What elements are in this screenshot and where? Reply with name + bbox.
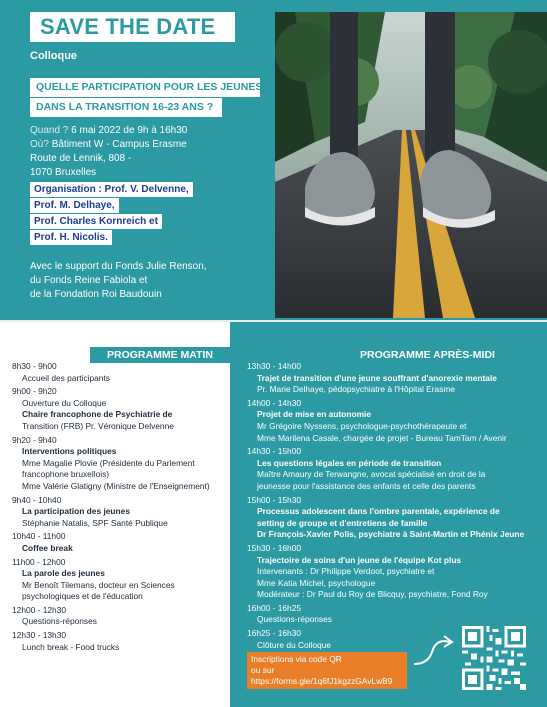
schedule-detail: jeunesse pour l'assistance des enfants et celle des parents (257, 480, 476, 491)
support-line: Avec le support du Fonds Julie Renson, (30, 261, 207, 272)
qr-code-icon[interactable] (462, 626, 526, 690)
schedule-item (247, 495, 542, 541)
road-sneakers-photo (275, 12, 547, 318)
event-title-line2: DANS LA TRANSITION 16-23 ANS ? (30, 98, 222, 117)
schedule-time: 15h00 - 15h30 (247, 494, 302, 505)
registration-link[interactable]: https://forms.gle/1q6fJ1kgzzGAvLwB9 (251, 676, 393, 686)
afternoon-schedule (247, 361, 542, 651)
schedule-time: 11h00 - 12h00 (12, 556, 66, 567)
schedule-detail: Mme Valérie Glatigny (Ministre de l'Enseignement) (22, 480, 210, 491)
schedule-item (12, 361, 226, 384)
schedule-detail: Questions-réponses (257, 614, 332, 625)
support-line: du Fonds Reine Fabiola et (30, 275, 148, 286)
schedule-time: 10h40 - 11h00 (12, 531, 66, 542)
schedule-detail: Ouverture du Colloque (22, 397, 107, 408)
organisation-line: Prof. M. Delhaye, (30, 198, 119, 213)
schedule-detail: Mme Katia Michel, psychologue (257, 577, 376, 588)
schedule-time: 16h00 - 16h25 (247, 602, 302, 613)
schedule-detail: Pr. Marie Delhaye, pédopsychiatre à l'Hôpital Erasme (257, 384, 456, 395)
schedule-item (12, 386, 226, 432)
schedule-time: 9h20 - 9h40 (12, 434, 57, 445)
address-line1: Route de Lennik, 808 - (30, 153, 132, 164)
schedule-detail: Mme Marilena Casale, chargée de projet - Bureau TamTam / Avenir (257, 432, 507, 443)
programme-matin-heading: PROGRAMME MATIN (90, 347, 230, 363)
address-line2: 1070 Bruxelles (30, 167, 97, 178)
schedule-detail: Intervenants : Dr Philippe Verdoot, psychiatre et (257, 566, 435, 577)
schedule-item (247, 603, 542, 626)
schedule-detail: Trajet de transition d'une jeune souffrant d'anorexie mentale (257, 372, 497, 383)
schedule-time: 12h30 - 13h30 (12, 630, 67, 641)
schedule-detail: psychologiques et de l'éducation (22, 591, 143, 602)
schedule-item (247, 446, 542, 492)
schedule-item (12, 557, 226, 603)
event-title-line1: QUELLE PARTICIPATION POUR LES JEUNES (30, 78, 260, 97)
morning-schedule (12, 361, 226, 653)
support-text (30, 260, 207, 302)
schedule-detail: La parole des jeunes (22, 568, 105, 579)
schedule-detail: Mr Benoît Tilemans, docteur en Sciences (22, 579, 175, 590)
schedule-detail: La participation des jeunes (22, 506, 130, 517)
when-label: Quand ? (30, 125, 69, 136)
schedule-detail: Projet de mise en autonomie (257, 409, 372, 420)
schedule-detail: Processus adolescent dans l'ombre parentale, expérience de (257, 506, 500, 517)
schedule-item (12, 605, 226, 628)
header-banner (0, 0, 547, 320)
schedule-detail: Transition (FRB) Pr. Véronique Delvenne (22, 420, 174, 431)
schedule-detail: francophone bruxellois) (22, 469, 110, 480)
schedule-detail: Lunch break - Food trucks (22, 641, 120, 652)
schedule-detail: Coffee break (22, 542, 73, 553)
schedule-item (12, 435, 226, 493)
schedule-detail: Stéphanie Natalis, SPF Santé Publique (22, 517, 168, 528)
schedule-time: 14h30 - 15h00 (247, 446, 302, 457)
schedule-item (247, 361, 542, 396)
event-type-label: Colloque (30, 50, 78, 62)
registration-line: Inscriptions via code QR (251, 654, 342, 664)
schedule-detail: setting de groupe et d'entretiens de famille (257, 517, 428, 528)
schedule-detail: Questions-réponses (22, 616, 97, 627)
schedule-detail: Accueil des participants (22, 372, 110, 383)
schedule-detail: Clôture du Colloque (257, 639, 332, 650)
schedule-time: 13h30 - 14h00 (247, 361, 302, 371)
organisation-line: Organisation : Prof. V. Delvenne, (30, 182, 193, 197)
schedule-detail: Chaire francophone de Psychiatrie de (22, 409, 173, 420)
schedule-item (12, 630, 226, 653)
programme-apres-midi-heading: PROGRAMME APRÈS-MIDI (360, 349, 495, 361)
schedule-detail: Modérateur : Dr Paul du Roy de Blicquy, psychiatre, Fond Roy (257, 589, 488, 600)
curved-arrow-icon (410, 630, 460, 670)
event-info (30, 124, 187, 180)
schedule-time: 9h40 - 10h40 (12, 494, 62, 505)
schedule-detail: Les questions légales en période de transition (257, 457, 442, 468)
schedule-item (12, 495, 226, 530)
where-value: Bâtiment W - Campus Erasme (51, 139, 187, 150)
schedule-item (12, 531, 226, 554)
schedule-detail: Mme Magalie Plovie (Présidente du Parlement (22, 457, 195, 468)
schedule-time: 9h00 - 9h20 (12, 386, 57, 397)
where-label: Où? (30, 139, 49, 150)
schedule-time: 15h30 - 16h00 (247, 542, 302, 553)
registration-box[interactable] (247, 652, 407, 689)
schedule-detail: Dr François-Xavier Polis, psychiatre à Saint-Martin et Phénix Jeune (257, 529, 525, 540)
schedule-time: 8h30 - 9h00 (12, 361, 57, 371)
registration-line: ou sur (251, 665, 275, 675)
organisation-line: Prof. Charles Kornreich et (30, 214, 162, 229)
organisation-line: Prof. H. Nicolis. (30, 230, 112, 245)
schedule-detail: Trajectoire de soins d'un jeune de l'équipe Kot plus (257, 554, 462, 565)
support-line: de la Fondation Roi Baudouin (30, 289, 162, 300)
schedule-detail: Maître Amaury de Terwangne, avocat spécialisé en droit de la (257, 469, 486, 480)
when-value: 6 mai 2022 de 9h à 16h30 (71, 125, 188, 136)
save-the-date-title: SAVE THE DATE (30, 12, 235, 42)
schedule-detail: Mr Grégoire Nyssens, psychologue-psychothérapeute et (257, 420, 467, 431)
schedule-time: 16h25 - 16h30 (247, 628, 302, 639)
schedule-detail: Interventions politiques (22, 446, 117, 457)
schedule-item (247, 398, 542, 444)
schedule-time: 14h00 - 14h30 (247, 397, 302, 408)
schedule-item (247, 543, 542, 601)
schedule-time: 12h00 - 12h30 (12, 604, 67, 615)
